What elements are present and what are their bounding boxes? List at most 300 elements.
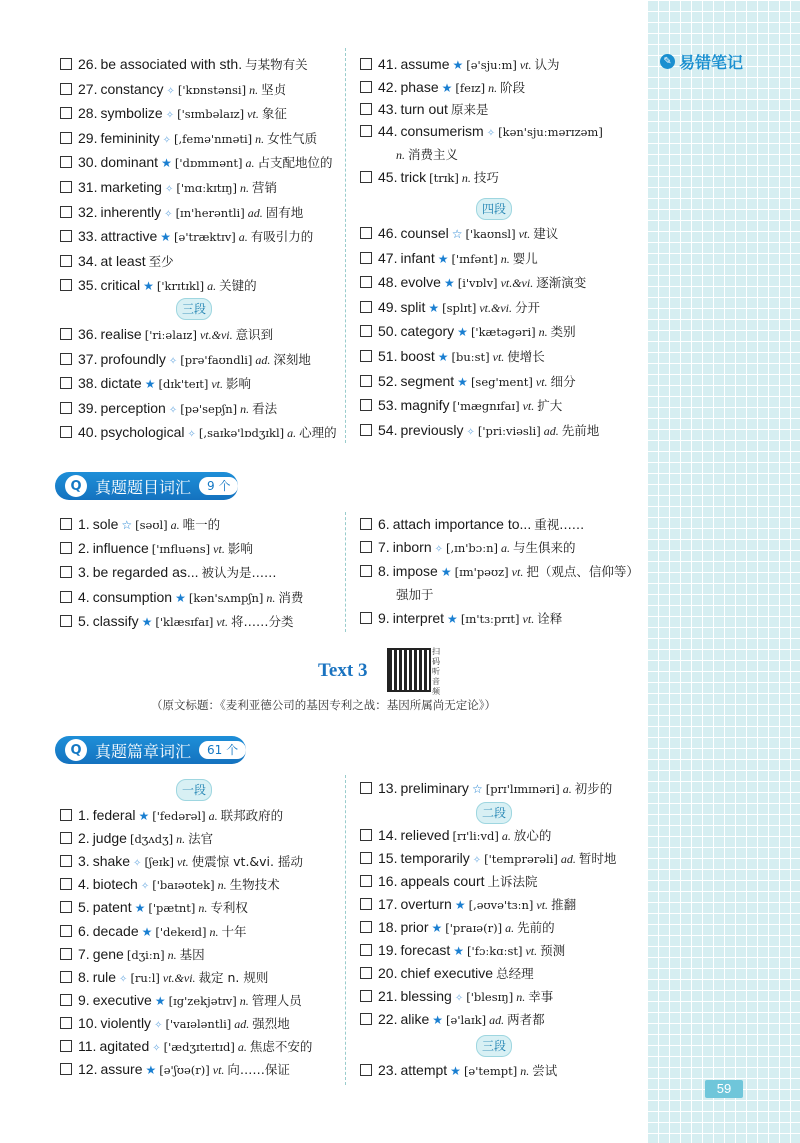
phonetic: [ʃeɪk] [144,855,174,870]
vocab-word: sole [92,516,119,532]
chinese-meaning: 消费 [278,589,304,605]
part-of-speech: a. [170,518,180,532]
pen-icon: ✎ [660,54,675,69]
checkbox[interactable] [360,1064,372,1076]
checkbox[interactable] [60,1017,72,1029]
checkbox[interactable] [60,591,72,603]
vocab-item [60,563,277,581]
part-of-speech: n. [209,924,219,939]
vocab-word: evolve [400,274,441,291]
item-number: 15. [378,850,398,866]
chinese-meaning: 婴儿 [512,250,538,266]
paragraph-marker: 二段 [476,802,512,824]
vocab-word: chief executive [400,965,494,981]
qr-code-icon[interactable] [387,648,431,692]
chinese-meaning: 幸事 [528,989,554,1004]
vocab-item [60,945,205,963]
part-of-speech: n. [266,590,276,605]
vocab-item [60,806,283,824]
vocab-word: alike [400,1011,430,1027]
chinese-meaning: 重视…… [534,517,585,532]
item-number: 38. [78,375,98,392]
checkbox[interactable] [60,971,72,983]
vocab-item [60,588,303,606]
checkbox[interactable] [360,58,372,70]
phonetic: [prɪ'lɪmɪnəri] [485,782,560,796]
vocab-item [360,123,603,139]
part-of-speech: vt. [518,227,531,241]
vocab-word: inherently [100,203,162,220]
vocab-word: consumption [92,588,173,605]
part-of-speech: vt. [525,944,538,958]
checkbox[interactable] [60,1063,72,1075]
checkbox[interactable] [360,350,372,362]
text-title: Text 3 [318,660,368,681]
vocab-item [360,322,576,340]
checkbox[interactable] [60,83,72,95]
checkbox[interactable] [60,566,72,578]
checkbox[interactable] [60,925,72,937]
half-star-icon: ✧ [168,355,178,367]
checkbox[interactable] [360,81,372,93]
vocab-word: inborn [392,539,432,556]
half-star-icon: ✧ [187,429,196,441]
chinese-meaning: 有吸引力的 [250,229,314,245]
chinese-meaning: 专利权 [210,900,248,916]
checkbox[interactable] [60,353,72,365]
half-star-icon: ✧ [140,881,150,893]
chinese-meaning: 上诉法院 [487,874,538,889]
star-icon: ★ [141,614,153,629]
checkbox[interactable] [360,171,372,183]
part-of-speech: vt. [519,58,532,72]
chinese-meaning: 裁定 n. 规则 [198,969,269,985]
checkbox[interactable] [360,541,372,553]
vocab-word: prior [400,919,429,935]
item-number: 40. [78,424,98,441]
phonetic: ['priːviəsli] [477,423,541,438]
phonetic: ['ɪnfluəns] [151,542,211,557]
part-of-speech: n. [176,832,186,847]
vocab-item [360,826,551,844]
vocab-word: forecast [400,942,451,958]
checkbox[interactable] [60,206,72,218]
checkbox[interactable] [360,565,372,577]
chinese-meaning: 焦虑不安的 [249,1039,313,1054]
vocab-word: turn out [400,101,448,117]
phonetic: ['praɪə(r)] [445,921,503,935]
part-of-speech: vt. [535,374,548,389]
chinese-meaning: 深刻地 [273,351,311,367]
phonetic: ['blesɪŋ] [466,990,514,1004]
vocab-item [60,178,277,196]
checkbox[interactable] [60,948,72,960]
vocab-item [60,55,308,73]
vocab-item [360,987,553,1005]
chinese-meaning: 固有地 [265,204,304,220]
item-number: 54. [378,421,398,438]
vocab-word: be associated with sth. [100,56,243,72]
checkbox[interactable] [360,829,372,841]
vocab-item [360,372,576,390]
phonetic: [seg'ment] [470,374,533,389]
magnifier-icon: Q [65,739,87,761]
paragraph-marker: 三段 [176,298,212,320]
chinese-meaning: 管理人员 [251,992,302,1008]
chinese-meaning: 认为 [534,57,560,72]
vocab-item [360,100,488,118]
star-icon: ★ [143,279,154,294]
checkbox[interactable] [360,518,372,530]
vocab-word: magnify [400,397,450,414]
phonetic: [prə'faʊndli] [180,352,253,367]
phonetic: [ruːl] [130,970,160,985]
vocab-item [60,515,220,533]
item-number: 26. [78,56,98,72]
checkbox[interactable] [60,279,72,291]
vocab-item [60,852,303,870]
vocab-word: influence [92,540,149,557]
item-number: 49. [378,298,398,315]
star-icon: ★ [457,374,468,389]
star-icon: ★ [452,58,464,72]
vocab-word: judge [92,830,127,847]
vocab-word: rule [92,968,117,985]
phonetic: ['fedərəl] [152,809,206,823]
part-of-speech: a. [238,230,248,245]
part-of-speech: a. [562,782,572,796]
half-star-icon: ✧ [154,1019,163,1031]
chinese-meaning: 女性气质 [267,130,318,146]
chinese-meaning: 象征 [261,106,287,122]
checkbox[interactable] [360,325,372,337]
checkbox[interactable] [60,542,72,554]
chinese-meaning: 先前地 [561,422,600,438]
half-star-icon: ✧ [152,1043,161,1054]
phonetic: ['fɔːkɑːst] [467,944,523,958]
checkbox[interactable] [60,832,72,844]
vocab-word: split [400,298,426,315]
item-number: 6. [78,922,90,939]
item-number: 3. [78,853,90,870]
item-number: 9. [78,991,90,1008]
chinese-meaning: 建议 [533,226,559,241]
item-number: 33. [78,228,98,245]
vocab-word: psychological [100,424,185,441]
phonetic: [,femə'nɪnəti] [174,131,253,146]
star-icon: ★ [441,80,453,95]
item-number: 29. [78,129,98,146]
checkbox[interactable] [360,612,372,624]
checkbox[interactable] [60,878,72,890]
checkbox[interactable] [360,252,372,264]
checkbox[interactable] [60,230,72,242]
exam-question-vocab-banner [55,472,238,500]
item-number: 35. [78,277,98,294]
item-number: 23. [378,1062,398,1078]
vocab-word: dominant [100,154,159,171]
part-of-speech: ad. [234,1016,250,1031]
chinese-meaning: 阶段 [500,79,526,95]
part-of-speech: vt. [177,855,189,870]
vocab-word: assume [400,56,450,72]
chinese-meaning: 总经理 [496,966,534,981]
vocab-word: at least [100,252,146,269]
chinese-meaning: 扩大 [537,398,563,414]
vocab-word: attractive [100,228,158,245]
vocab-word: phase [400,78,439,95]
item-number: 44. [378,122,398,139]
part-of-speech: vt. [522,399,535,414]
item-number: 2. [78,540,90,557]
chinese-meaning: 分开 [515,299,541,315]
item-number: 19. [378,942,398,958]
chinese-meaning: 先前的 [517,920,555,935]
half-star-icon: ✧ [119,973,128,985]
chinese-meaning: 意识到 [235,327,274,342]
checkbox[interactable] [60,181,72,193]
checkbox[interactable] [60,377,72,389]
vocab-item [360,347,545,365]
paragraph-marker: 三段 [476,1035,512,1057]
checkbox[interactable] [360,967,372,979]
vocab-item [360,779,612,797]
item-number: 43. [378,101,398,117]
checkbox[interactable] [360,125,372,137]
vocab-item [360,964,534,982]
checkbox[interactable] [60,426,72,438]
vocab-word: profoundly [100,350,166,367]
phonetic: ['kætəgəri] [470,325,536,340]
vocab-item [360,849,616,867]
phonetic: [dɪk'teɪt] [158,377,209,392]
vocab-word: marketing [100,179,162,195]
half-star-icon: ✧ [486,127,496,139]
phonetic: [,əʊvə'tɜːn] [468,898,534,912]
phonetic: [i'vɒlv] [457,276,498,291]
phonetic: [kən'sʌmpʃn] [188,590,264,605]
vocab-item [360,609,562,627]
vocab-item [360,1061,557,1079]
chinese-meaning: 原来是 [450,102,489,117]
vocab-item [360,249,538,267]
checkbox[interactable] [360,301,372,313]
phonetic: ['ædʒɪteɪtɪd] [163,1040,235,1054]
vocab-word: agitated [99,1038,150,1054]
checkbox[interactable] [60,901,72,913]
checkbox[interactable] [360,782,372,794]
chinese-meaning: 技巧 [473,169,499,185]
phonetic: ['mɑːkɪtɪŋ] [176,181,237,195]
checkbox[interactable] [360,103,372,115]
checkbox[interactable] [60,107,72,119]
checkbox[interactable] [360,898,372,910]
vocab-item [360,168,499,186]
half-star-icon: ✧ [162,134,171,146]
item-number: 42. [378,78,398,95]
vocab-item [360,1010,545,1028]
chinese-meaning: 坚贞 [261,81,287,97]
vocab-item [60,991,302,1009]
checkbox[interactable] [60,518,72,530]
chinese-meaning: 使震惊 vt.&vi. 摇动 [191,854,303,870]
checkbox[interactable] [360,852,372,864]
item-number: 16. [378,873,398,889]
chinese-meaning: 影响 [226,376,252,392]
hollow-star-icon: ☆ [121,518,133,532]
chinese-meaning: 将……分类 [231,613,294,629]
part-of-speech: ad. [543,423,559,438]
vocab-word: attach importance to... [392,516,532,532]
vocab-word: violently [100,1014,152,1031]
part-of-speech: a. [245,156,255,171]
part-of-speech: a. [207,279,217,294]
vocab-item [360,78,525,96]
item-number: 12. [78,1061,98,1078]
item-number: 30. [78,154,98,171]
vocab-word: dictate [100,375,142,392]
vocab-item [60,153,333,171]
star-icon: ★ [454,898,466,912]
checkbox[interactable] [60,809,72,821]
chinese-meaning: 关键的 [219,278,257,294]
part-of-speech: ad. [255,352,271,367]
item-number: 3. [78,564,90,581]
banner-title: 真题篇章词汇 [95,741,192,761]
paragraph-marker: 一段 [176,779,212,801]
checkbox[interactable] [60,255,72,267]
phonetic: [ə'sjuːm] [466,58,517,72]
vocab-word: preliminary [400,780,469,796]
star-icon: ★ [144,377,156,392]
checkbox[interactable] [360,399,372,411]
chinese-meaning: 基因 [179,946,205,962]
item-number: 41. [378,56,398,72]
vocab-item [360,895,576,913]
vocab-item [60,227,313,245]
column-divider [345,775,346,1085]
item-number: 17. [378,896,398,912]
checkbox[interactable] [60,156,72,168]
checkbox[interactable] [60,1040,72,1052]
hollow-star-icon: ☆ [451,227,463,241]
vocab-item [60,374,251,392]
vocab-item [360,224,558,242]
item-number: 45. [378,168,398,185]
checkbox[interactable] [60,855,72,867]
checkbox[interactable] [360,921,372,933]
vocab-item [360,918,555,936]
checkbox[interactable] [360,424,372,436]
star-icon: ★ [447,611,458,626]
vocab-item [360,273,586,291]
vocab-word: federal [92,807,136,823]
checkbox[interactable] [360,990,372,1002]
half-star-icon: ✧ [454,993,464,1004]
chinese-meaning: 消费主义 [408,147,459,162]
checkbox[interactable] [60,994,72,1006]
part-of-speech: a. [501,829,511,843]
star-icon: ★ [450,1064,461,1078]
checkbox[interactable] [60,132,72,144]
exam-passage-vocab-banner [55,736,246,764]
vocab-word: infant [400,249,435,266]
chinese-meaning: 强加于 [396,587,434,603]
qr-label: 扫码听音频 [432,647,440,696]
vocab-item [396,145,458,163]
vocab-word: previously [400,421,464,438]
star-icon: ★ [428,300,440,315]
checkbox[interactable] [360,227,372,239]
chinese-meaning: 使增长 [507,349,545,364]
checkbox[interactable] [60,615,72,627]
chinese-meaning: 被认为是…… [201,565,277,581]
checkbox[interactable] [360,875,372,887]
vocab-item [60,252,174,270]
item-number: 9. [378,609,390,626]
chinese-meaning: 心理的 [299,425,337,441]
checkbox[interactable] [60,328,72,340]
part-of-speech: vt. [212,1063,225,1078]
vocab-word: consumerism [400,122,484,139]
vocab-word: patent [92,899,132,916]
banner-title: 真题题目词汇 [95,477,192,497]
phonetic: [rɪ'liːvd] [452,829,499,843]
part-of-speech: n. [198,901,208,916]
part-of-speech: n. [239,993,249,1008]
vocab-word: constancy [100,80,164,97]
vocab-word: perception [100,399,166,416]
vocab-item [60,1014,290,1032]
checkbox[interactable] [360,276,372,288]
chinese-meaning: 强烈地 [252,1015,290,1031]
chinese-meaning: 法官 [188,831,214,847]
part-of-speech: ad. [560,852,576,866]
checkbox[interactable] [360,1013,372,1025]
phonetic: ['riːəlaɪz] [144,328,197,342]
vocab-item [60,423,337,441]
item-number: 22. [378,1011,398,1027]
phonetic: [kən'sjuːmərɪzəm] [498,124,603,139]
chinese-meaning: 两者都 [507,1012,545,1027]
vocab-item [360,872,538,890]
star-icon: ★ [440,564,452,579]
item-number: 34. [78,252,98,269]
star-icon: ★ [141,924,153,939]
item-number: 1. [78,516,90,532]
checkbox[interactable] [360,375,372,387]
vocab-word: biotech [92,876,138,893]
phonetic: [ə'laɪk] [446,1013,487,1027]
item-number: 37. [78,350,98,367]
item-number: 2. [78,830,90,847]
part-of-speech: n. [249,82,259,97]
item-number: 4. [78,876,90,893]
phonetic: [feɪz] [455,80,486,95]
vocab-word: impose [392,562,438,579]
chinese-meaning: 初步的 [574,781,613,796]
checkbox[interactable] [60,402,72,414]
vocab-word: gene [92,945,124,962]
column-divider [345,48,346,443]
star-icon: ★ [453,944,465,958]
checkbox[interactable] [360,944,372,956]
phonetic: [dʒiːn] [126,947,165,962]
chinese-meaning: 预测 [540,943,566,958]
phonetic: [ɪn'herəntli] [175,205,245,220]
phonetic: [ɪm'pəʊz] [454,564,509,579]
checkbox[interactable] [60,58,72,70]
